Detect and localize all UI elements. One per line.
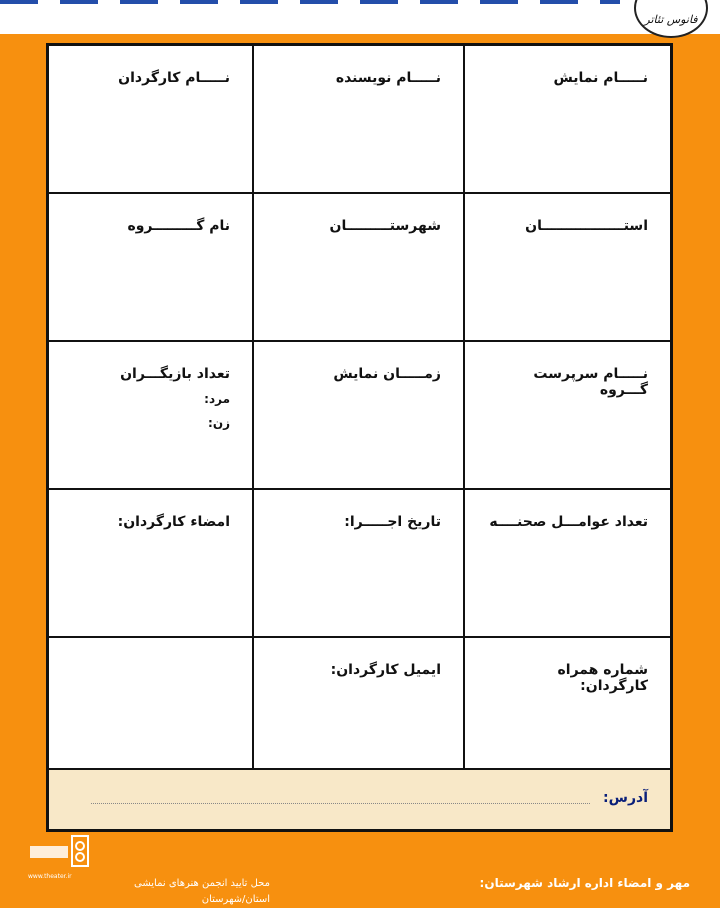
cell-performance-date[interactable] (254, 490, 465, 638)
form-grid (49, 46, 670, 770)
cell-director-signature[interactable] (49, 490, 254, 638)
label-director-phone: شماره همراه کارگردان: (557, 662, 648, 694)
label-women: زن: (208, 416, 230, 430)
cell-director-email[interactable] (254, 638, 465, 770)
label-group-name: نام گـــــــــروه (127, 218, 230, 234)
registration-form (46, 43, 673, 832)
cell-crew-count[interactable] (465, 490, 670, 638)
label-show-duration: زمـــــان نمایش (333, 366, 441, 382)
theater-emblem-icon (28, 832, 98, 872)
label-director-email: ایمیل کارگردان: (330, 662, 441, 678)
site-url: www.theater.ir (28, 873, 72, 880)
label-show-name: نـــــام نمایش (553, 70, 648, 86)
cell-group-name[interactable] (49, 194, 254, 342)
logo-text: فانوس تئاتر (644, 13, 698, 26)
cell-empty (49, 638, 254, 770)
city-office-stamp: مهر و امضاء اداره ارشاد شهرستان: (479, 876, 690, 890)
label-men: مرد: (204, 392, 230, 406)
address-dotted-line (91, 803, 590, 804)
cell-writer-name[interactable] (254, 46, 465, 194)
cell-province[interactable] (465, 194, 670, 342)
cell-director-name[interactable] (49, 46, 254, 194)
cell-group-supervisor[interactable] (465, 342, 670, 490)
cell-city[interactable] (254, 194, 465, 342)
cut-header-text (0, 0, 620, 4)
top-band (0, 0, 720, 37)
label-actor-count: تعداد بازیگـــران (120, 366, 230, 382)
label-director-signature: امضاء کارگردان: (117, 514, 230, 530)
address-label: آدرس: (603, 790, 648, 806)
cell-show-duration[interactable] (254, 342, 465, 490)
cell-director-phone[interactable] (465, 638, 670, 770)
label-writer-name: نـــــام نویسنده (335, 70, 441, 86)
iran-theater-logo (28, 832, 98, 878)
label-group-supervisor: نـــــام سرپرست گـــروه (533, 366, 648, 398)
cell-show-name[interactable] (465, 46, 670, 194)
label-director-name: نـــــام کارگردان (118, 70, 230, 86)
address-row[interactable] (49, 770, 670, 829)
association-approval: محل تایید انجمن هنرهای نمایشی استان/شهرستان (134, 878, 270, 905)
cell-actor-count[interactable] (49, 342, 254, 490)
label-performance-date: تاریخ اجـــــرا: (344, 514, 441, 530)
label-crew-count: تعداد عوامـــل صحنــــه (489, 514, 648, 530)
label-province: استـــــــــــــــــان (525, 218, 648, 234)
label-city: شهرستـــــــــان (329, 218, 441, 234)
